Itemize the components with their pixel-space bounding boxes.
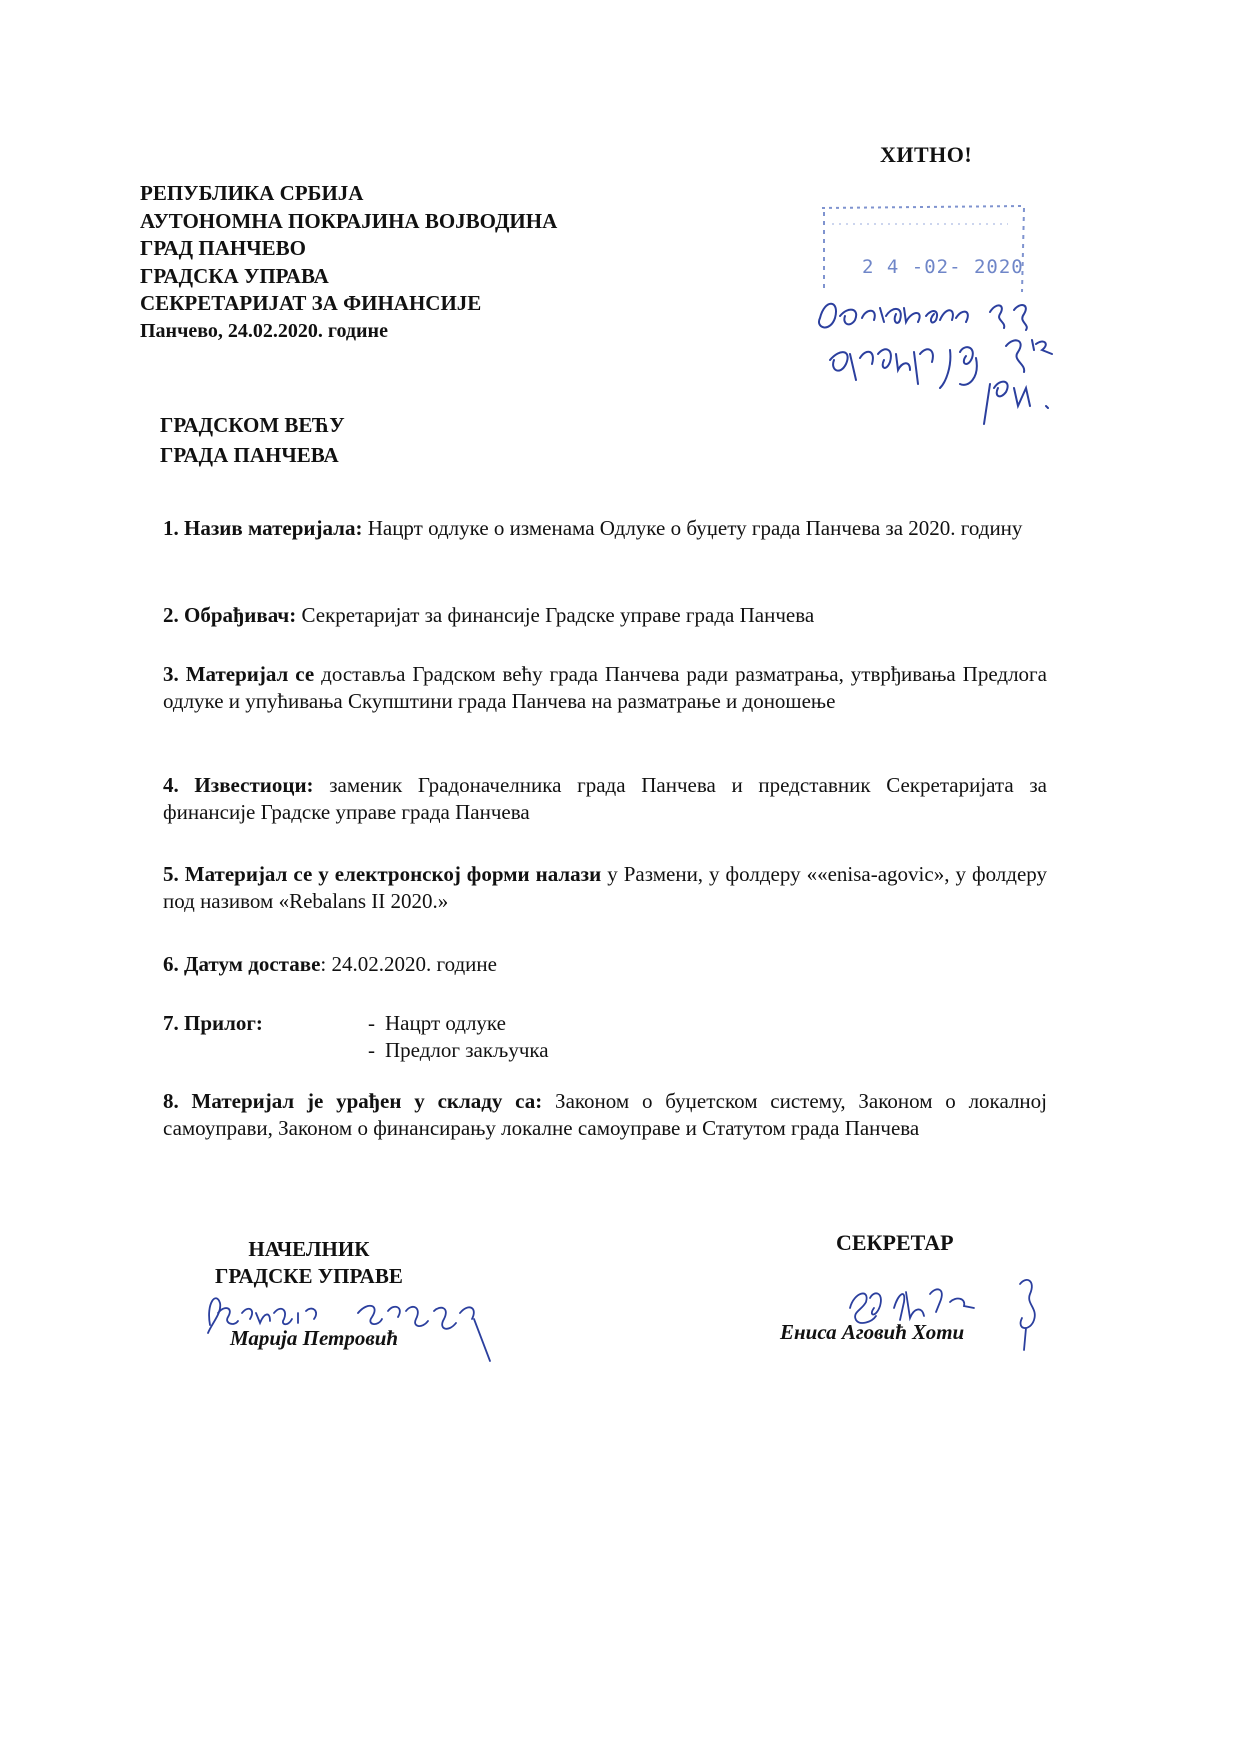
recipient-line-2: ГРАДА ПАНЧЕВА (160, 443, 339, 467)
issuer-header (140, 180, 557, 345)
item-2-text: Секретаријат за финансије Градске управе града Панчева (296, 603, 815, 627)
head-of-administration-title (215, 1236, 403, 1290)
stamp-frame (818, 202, 1030, 298)
left-title-line-1: НАЧЕЛНИК (248, 1237, 370, 1261)
left-signatory-name: Марија Петровић (230, 1326, 399, 1350)
item-8-label: 8. Материјал је урађен у складу са: (163, 1089, 543, 1113)
received-stamp (818, 202, 1030, 298)
item-electronic-location (163, 861, 1047, 915)
left-handwritten-signature (198, 1283, 518, 1363)
stamp-date: 2 4 -02- 2020 (862, 256, 1024, 278)
item-8-text: Законом о буџетском систему, Законом о локалној самоуправи, Законом о финансирању локалне самоуправе и Статутом града Панчева (163, 1089, 1047, 1140)
item-6-label: 6. Датум доставе (163, 952, 321, 976)
item-legal-basis (163, 1088, 1047, 1142)
attachment-draft-conclusion: Предлог закључка (385, 1038, 549, 1062)
attachment-list (368, 1010, 549, 1064)
item-5-label: 5. Материјал се у електронској форми налази (163, 862, 602, 886)
item-6-text: : 24.02.2020. године (320, 952, 497, 976)
item-4-text: заменик Градоначелника града Панчева и представник Секретаријата за финансије Градске управе града Панчева (163, 773, 1047, 824)
attachment-item: - Предлог закључка (368, 1038, 549, 1062)
item-4-label: 4. Известиоци: (163, 773, 314, 797)
header-administration: ГРАДСКА УПРАВА (140, 263, 329, 288)
item-submission (163, 661, 1047, 715)
left-title-line-2: ГРАДСКЕ УПРАВЕ (215, 1264, 403, 1288)
right-signatory-name: Ениса Аговић Хоти (780, 1320, 965, 1344)
item-3-label: 3. Материјал се (163, 662, 315, 686)
item-2-label: 2. Обрађивач: (163, 603, 297, 627)
header-country: РЕПУБЛИКА СРБИЈА (140, 181, 364, 205)
header-province: АУТОНОМНА ПОКРАЈИНА ВОЈВОДИНА (140, 208, 558, 233)
item-3-text: доставља Градском већу града Панчева ради разматрања, утврђивања Предлога одлуке и упућивања Скупштини града Панчева на разматрање и доношење (163, 662, 1047, 713)
item-author (163, 602, 1047, 629)
header-place-date: Панчево, 24.02.2020. године (140, 319, 388, 342)
item-7-label: 7. Прилог: (163, 1011, 263, 1035)
item-1-text: Нацрт одлуке о изменама Одлуке о буџету града Панчева за 2020. годину (362, 516, 1023, 540)
item-5-text: у Размени, у фолдеру ««enisa-agovic», у фолдеру под називом «Rebalans II 2020.» (163, 862, 1047, 913)
secretary-title: СЕКРЕТАР (836, 1230, 954, 1255)
recipient-line-1: ГРАДСКОМ ВЕЋУ (160, 413, 345, 437)
header-secretariat: СЕКРЕТАРИЈАТ ЗА ФИНАНСИЈЕ (140, 291, 482, 315)
item-rapporteurs (163, 772, 1047, 826)
item-delivery-date (163, 951, 1047, 978)
item-material-name (163, 515, 1047, 542)
recipient-block (160, 410, 345, 470)
urgent-label: ХИТНО! (880, 142, 973, 167)
attachment-item: - Нацрт одлуке (368, 1011, 506, 1035)
header-city: ГРАД ПАНЧЕВО (140, 236, 306, 260)
attachment-draft-decision: Нацрт одлуке (385, 1011, 506, 1035)
item-1-label: 1. Назив материјала: (163, 516, 363, 540)
item-attachments (163, 1010, 1047, 1064)
handwritten-receipt-note (800, 288, 1090, 428)
